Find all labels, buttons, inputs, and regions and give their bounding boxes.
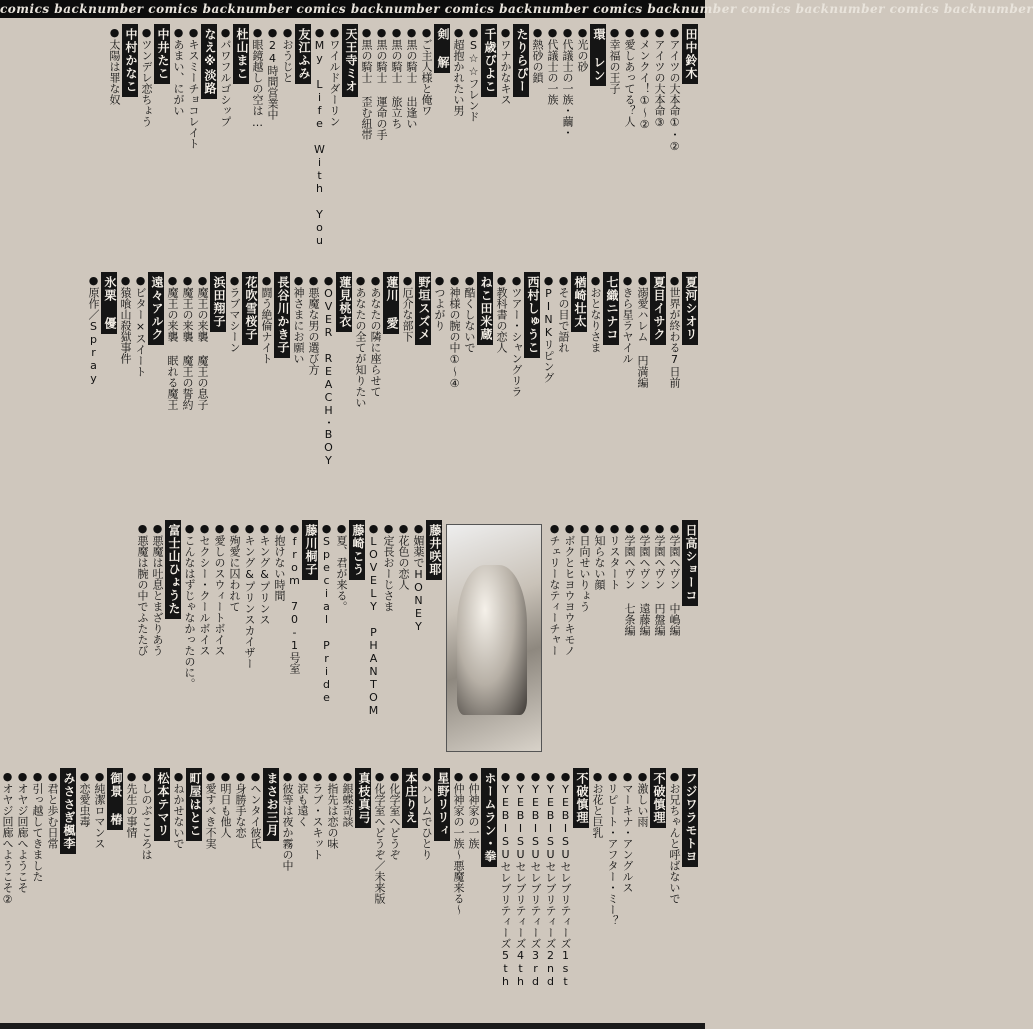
book-title: ●24時間営業中 bbox=[266, 26, 279, 120]
author-block bbox=[123, 768, 170, 1010]
book-title: ●黒の騎士 歪む紐帯 bbox=[360, 26, 373, 140]
book-list bbox=[311, 24, 341, 266]
book-list bbox=[217, 24, 232, 266]
book-list bbox=[138, 24, 153, 266]
author-name: たりらぴー bbox=[513, 24, 529, 97]
book-title: ●化学室へどうぞ bbox=[388, 770, 401, 860]
book-title: ●太陽は罪な奴 bbox=[108, 26, 121, 105]
author-name: 夏目イサク bbox=[650, 272, 666, 345]
book-title: ●Special Pride bbox=[320, 522, 333, 704]
book-title: ●学園ヘヴン 七条編 bbox=[623, 522, 636, 636]
book-title: ●ご主人様と俺ワ bbox=[420, 26, 433, 116]
book-title: ●猿喰山殺獄事件 bbox=[119, 274, 132, 364]
author-name: 天王寺ミオ bbox=[342, 24, 358, 97]
author-name: 長谷川かき子 bbox=[274, 272, 290, 358]
author-block bbox=[589, 768, 666, 1010]
book-title: ●酷くしないで bbox=[463, 274, 476, 353]
book-title: ●悪魔は吐息とまざりあう bbox=[151, 522, 164, 656]
book-title: ●世界が終わる7日前 bbox=[668, 274, 681, 388]
author-name: 野垣スズメ bbox=[415, 272, 431, 345]
author-block bbox=[399, 272, 431, 514]
book-title: ●彼等は夜か霧の中 bbox=[281, 770, 294, 871]
book-list bbox=[606, 24, 681, 266]
author-name: 杜山まこ bbox=[233, 24, 249, 84]
author-block bbox=[666, 272, 698, 514]
author-block bbox=[318, 520, 365, 762]
book-title: ●しのぶこころは bbox=[140, 770, 153, 860]
author-name: 不破慎理 bbox=[650, 768, 666, 828]
author-name: 町屋はとこ bbox=[186, 768, 202, 841]
author-block bbox=[546, 520, 698, 762]
author-block bbox=[352, 272, 399, 514]
book-title: ●オヤジ回廊へようこそ bbox=[16, 770, 29, 893]
book-title: ●ツンデレ恋ちょう bbox=[140, 26, 153, 127]
author-block bbox=[450, 768, 497, 1010]
book-title: ●OVER REACH・BOY bbox=[322, 274, 335, 467]
book-title: ●PINKリピング bbox=[542, 274, 555, 383]
book-list bbox=[0, 768, 59, 1010]
book-list bbox=[399, 272, 414, 514]
book-title: ●抱けない時間 bbox=[273, 522, 286, 601]
book-title: ●お兄ちゃんと呼ばないで bbox=[668, 770, 681, 904]
book-title: ●仲神家の一族～悪魔来る～ bbox=[452, 770, 465, 915]
book-title: ●悪魔な男の選び方 bbox=[307, 274, 320, 375]
book-title: ●光の砂 bbox=[576, 26, 589, 72]
author-name: 不破慎理 bbox=[573, 768, 589, 828]
book-list bbox=[85, 272, 100, 514]
book-title: ●魔王の来襲 魔王の誓約 bbox=[181, 274, 194, 410]
book-list bbox=[170, 24, 200, 266]
author-block bbox=[134, 520, 181, 762]
author-block bbox=[497, 768, 589, 1010]
author-name: 松本テマリ bbox=[154, 768, 170, 841]
book-title: ●指先は恋の味 bbox=[326, 770, 339, 849]
book-title: ●熱砂の鎖 bbox=[531, 26, 544, 83]
book-title: ●あまい、にがい bbox=[172, 26, 185, 116]
author-name: 七織ニナコ bbox=[603, 272, 619, 345]
book-title: ●YEBISUセレブリティーズ4th bbox=[514, 770, 527, 988]
book-list bbox=[666, 272, 681, 514]
book-list bbox=[202, 768, 262, 1010]
book-cover-image bbox=[446, 524, 542, 752]
cover-illustration bbox=[457, 565, 527, 715]
book-list bbox=[76, 768, 106, 1010]
book-title: ●教科書の恋人 bbox=[495, 274, 508, 353]
author-name: 友江ふみ bbox=[295, 24, 311, 84]
book-title: ●媚薬でHONEY bbox=[412, 522, 425, 633]
book-title: ●つよがり bbox=[433, 274, 446, 331]
book-title: ●その目で語れ bbox=[557, 274, 570, 353]
author-block bbox=[170, 24, 217, 266]
book-title: ●恋愛虫毒 bbox=[78, 770, 91, 827]
book-title: ●神様の腕の中①～④ bbox=[448, 274, 461, 390]
book-title: ●学園ヘヴン 円盤編 bbox=[653, 522, 666, 636]
book-title: ●ハレムでひとり bbox=[420, 770, 433, 860]
book-title: ●リピート・アフター・ミー？ bbox=[606, 770, 619, 926]
author-name: 氷栗 優 bbox=[101, 272, 117, 334]
author-block bbox=[540, 272, 587, 514]
book-title: ●アイツの大本命③ bbox=[653, 26, 666, 129]
author-name: 蓮見桃衣 bbox=[336, 272, 352, 332]
author-block bbox=[106, 24, 138, 266]
book-title: ●魔王の来襲 魔王の息子 bbox=[196, 274, 209, 410]
book-title: ●ラブ・スキット bbox=[311, 770, 324, 860]
book-title: ●引っ越してきました bbox=[31, 770, 44, 882]
book-list bbox=[589, 768, 649, 1010]
book-list bbox=[431, 272, 476, 514]
author-name: 藤井咲耶 bbox=[426, 520, 442, 580]
book-title: ●幸福の王子 bbox=[608, 26, 621, 94]
book-title: ●愛しのスウィートボイス bbox=[213, 522, 226, 656]
book-title: ●YEBISUセレブリティーズ5th bbox=[499, 770, 512, 988]
book-title: ●S☆☆フレンド bbox=[467, 26, 480, 122]
author-name: 千歳ぴよこ bbox=[481, 24, 497, 97]
book-title: ●日向せいりょう bbox=[578, 522, 591, 612]
book-title: ●from 70-1号室 bbox=[288, 522, 301, 674]
author-block bbox=[0, 768, 76, 1010]
book-list bbox=[106, 24, 121, 266]
book-title: ●黒の騎士 出逢い bbox=[405, 26, 418, 129]
author-name: 西村しゅうこ bbox=[524, 272, 540, 358]
author-block bbox=[450, 24, 497, 266]
book-list bbox=[358, 24, 433, 266]
book-list bbox=[318, 520, 348, 762]
author-block bbox=[529, 24, 606, 266]
book-title: ●こんなはずじゃなかったのに。 bbox=[183, 522, 196, 689]
book-list bbox=[546, 520, 681, 762]
book-title: ●ボクとヒヨウヨウキモノ bbox=[563, 522, 576, 656]
author-block bbox=[311, 24, 358, 266]
author-name: 剣 解 bbox=[434, 24, 450, 73]
book-title: ●原作／Spray bbox=[87, 274, 100, 385]
book-title: ●代議士の一族・繭・ bbox=[561, 26, 574, 138]
book-list bbox=[497, 768, 572, 1010]
book-list bbox=[666, 768, 681, 1010]
book-title: ●超抱かれたい男 bbox=[452, 26, 465, 116]
author-block bbox=[138, 24, 170, 266]
book-list bbox=[352, 272, 382, 514]
book-title: ●代議士の一族 bbox=[546, 26, 559, 105]
author-name: 藤崎こう bbox=[349, 520, 365, 580]
book-title: ●リスタート bbox=[608, 522, 621, 590]
book-title: ●YEBISUセレブリティーズ1st bbox=[559, 770, 572, 988]
author-name: 本庄りえ bbox=[402, 768, 418, 828]
author-block bbox=[418, 768, 450, 1010]
book-list bbox=[164, 272, 209, 514]
book-list bbox=[181, 520, 301, 762]
author-name: ねこ田米蔵 bbox=[477, 272, 493, 345]
book-title: ●おうじと bbox=[281, 26, 294, 83]
book-title: ●お花と巨乳 bbox=[591, 770, 604, 838]
listing-tier-3 bbox=[8, 520, 698, 762]
book-title: ●黒の騎士 運命の手 bbox=[375, 26, 388, 140]
book-title: ●仲神家の一族 bbox=[467, 770, 480, 849]
author-block bbox=[358, 24, 450, 266]
author-name: 環 レン bbox=[590, 24, 606, 86]
author-name: 夏河シオリ bbox=[682, 272, 698, 345]
book-title: ●きら星ラヤイル bbox=[621, 274, 634, 364]
author-name: 田中鈴木 bbox=[682, 24, 698, 84]
author-name: 楢崎壮太 bbox=[571, 272, 587, 332]
book-title: ●花色の恋人 bbox=[397, 522, 410, 590]
book-title: ●殉愛に囚われて bbox=[228, 522, 241, 612]
author-name: 星野リリィ bbox=[434, 768, 450, 841]
book-title: ●パワフルゴシップ bbox=[219, 26, 232, 127]
author-name: 花吹雪桜子 bbox=[242, 272, 258, 345]
author-name: 遠々アルク bbox=[148, 272, 164, 345]
backnumber-banner: comics backnumber comics backnumber comics backnumber comics backnumber comics backnumber comics backnumber comics backnumber bbox=[0, 2, 1033, 16]
author-name: 真枝真弓 bbox=[355, 768, 371, 828]
author-block bbox=[217, 24, 249, 266]
author-block bbox=[606, 24, 698, 266]
book-title: ●ヘンタイ彼氏 bbox=[249, 770, 262, 849]
author-block bbox=[290, 272, 352, 514]
book-list bbox=[290, 272, 335, 514]
book-title: ●アイツの大本命①・② bbox=[668, 26, 681, 153]
book-list bbox=[134, 520, 164, 762]
listing-tier-1 bbox=[8, 24, 698, 266]
book-title: ●先生の事情 bbox=[125, 770, 138, 838]
book-title: ●君と歩む日常 bbox=[46, 770, 59, 849]
book-title: ●メンクイ！①～② bbox=[638, 26, 651, 131]
book-list bbox=[418, 768, 433, 1010]
author-name: まさお三月 bbox=[263, 768, 279, 841]
author-name: ホームラン・拳 bbox=[481, 768, 497, 867]
book-title: ●あなたの隣に座らせて bbox=[369, 274, 382, 397]
book-list bbox=[279, 768, 354, 1010]
author-name: フジワラモトヨ bbox=[682, 768, 698, 867]
book-title: ●ねかせないで bbox=[172, 770, 185, 849]
author-name: 浜田翔子 bbox=[210, 272, 226, 332]
book-title: ●ツアー・シャングリラ bbox=[510, 274, 523, 397]
book-title: ●あなたの全てが知りたい bbox=[354, 274, 367, 408]
book-list bbox=[170, 768, 185, 1010]
author-block bbox=[117, 272, 164, 514]
author-block bbox=[619, 272, 666, 514]
book-title: ●チェリーなティーチャー bbox=[548, 522, 561, 656]
author-block bbox=[365, 520, 442, 762]
book-title: ●厄介な部下 bbox=[401, 274, 414, 342]
book-list bbox=[450, 24, 480, 266]
book-title: ●キスミーチョコレイト bbox=[187, 26, 200, 149]
author-name: みささぎ楓李 bbox=[60, 768, 76, 854]
book-title: ●涙も遠く bbox=[296, 770, 309, 827]
book-list bbox=[365, 520, 425, 762]
author-name: 御景 椿 bbox=[107, 768, 123, 830]
author-block bbox=[249, 24, 311, 266]
author-block bbox=[170, 768, 202, 1010]
book-title: ●知らない顔 bbox=[593, 522, 606, 590]
book-title: ●YEBISUセレブリティーズ3rd bbox=[529, 770, 542, 988]
book-title: ●ワナかなキス bbox=[499, 26, 512, 105]
book-list bbox=[226, 272, 241, 514]
author-name: 蓮川 愛 bbox=[383, 272, 399, 334]
author-block bbox=[164, 272, 226, 514]
author-block bbox=[431, 272, 493, 514]
author-block bbox=[493, 272, 540, 514]
book-title: ●ビター×スイート bbox=[134, 274, 147, 377]
listing-tier-2 bbox=[8, 272, 698, 514]
author-block bbox=[371, 768, 418, 1010]
book-list bbox=[123, 768, 153, 1010]
book-title: ●銀蝶奇談 bbox=[341, 770, 354, 827]
author-block bbox=[76, 768, 123, 1010]
author-block bbox=[202, 768, 279, 1010]
book-title: ●ワイルドダーリン bbox=[328, 26, 341, 127]
book-title: ●LOVELY PHANTOM bbox=[367, 522, 380, 717]
book-list bbox=[497, 24, 512, 266]
book-list bbox=[587, 272, 602, 514]
book-title: ●神さまにお願い bbox=[292, 274, 305, 364]
author-block bbox=[279, 768, 371, 1010]
book-title: ●身勝手な恋 bbox=[234, 770, 247, 838]
author-name: 日高ショーコ bbox=[682, 520, 698, 606]
author-block bbox=[587, 272, 619, 514]
book-title: ●My Life With You bbox=[313, 26, 326, 247]
author-block bbox=[85, 272, 117, 514]
book-list bbox=[371, 768, 401, 1010]
book-title: ●眼鏡越しの空は… bbox=[251, 26, 264, 129]
book-list bbox=[540, 272, 570, 514]
book-title: ●愛すべき不実 bbox=[204, 770, 217, 849]
book-list bbox=[258, 272, 273, 514]
author-name: 富士山ひょうた bbox=[165, 520, 181, 619]
author-block bbox=[497, 24, 529, 266]
book-title: ●激しい雨 bbox=[636, 770, 649, 827]
book-title: ●明日も他人 bbox=[219, 770, 232, 838]
book-title: ●おとなりさま bbox=[589, 274, 602, 353]
book-title: ●愛しあってる？人 bbox=[623, 26, 636, 127]
book-title: ●マーキナ・アングルス bbox=[621, 770, 634, 893]
book-list bbox=[619, 272, 649, 514]
book-list bbox=[117, 272, 147, 514]
author-name: なえ※淡路 bbox=[201, 24, 217, 99]
book-title: ●YEBISUセレブリティーズ2nd bbox=[544, 770, 557, 988]
page-bottom-edge bbox=[0, 1023, 705, 1029]
book-list bbox=[249, 24, 294, 266]
book-list bbox=[450, 768, 480, 1010]
book-title: ●オヤジ回廊へようこそ② bbox=[1, 770, 14, 906]
author-block bbox=[666, 768, 698, 1010]
listing-tier-4 bbox=[1, 768, 698, 1010]
book-title: ●定長おーじさま bbox=[382, 522, 395, 612]
book-title: ●キング&プリンスカイザー bbox=[243, 522, 256, 669]
book-title: ●化学室へどうぞ／未来版 bbox=[373, 770, 386, 904]
author-block bbox=[258, 272, 290, 514]
book-title: ●夏、君が来る。 bbox=[335, 522, 348, 612]
book-title: ●悪魔は腕の中でふたたび bbox=[136, 522, 149, 656]
book-title: ●学園ヘヴン 遠藤編 bbox=[638, 522, 651, 636]
author-name: 藤川桐子 bbox=[302, 520, 318, 580]
book-title: ●魔王の来襲 眠れる魔王 bbox=[166, 274, 179, 410]
book-title: ●学園ヘヴン 中嶋編 bbox=[668, 522, 681, 636]
book-title: ●闘う絶倫ナイト bbox=[260, 274, 273, 364]
book-title: ●溺愛ハレム 円満編 bbox=[636, 274, 649, 388]
author-block bbox=[226, 272, 258, 514]
author-block bbox=[181, 520, 318, 762]
author-name: 中村かなこ bbox=[122, 24, 138, 97]
book-title: ●キング&プリンス bbox=[258, 522, 271, 625]
book-title: ●黒の騎士 旅立ち bbox=[390, 26, 403, 129]
book-title: ●セクシー・クールボイス bbox=[198, 522, 211, 656]
book-title: ●ラブマシーン bbox=[228, 274, 241, 353]
book-list bbox=[529, 24, 589, 266]
author-name: 中井たこ bbox=[154, 24, 170, 84]
book-title: ●純潔ロマンス bbox=[93, 770, 106, 849]
book-list bbox=[493, 272, 523, 514]
